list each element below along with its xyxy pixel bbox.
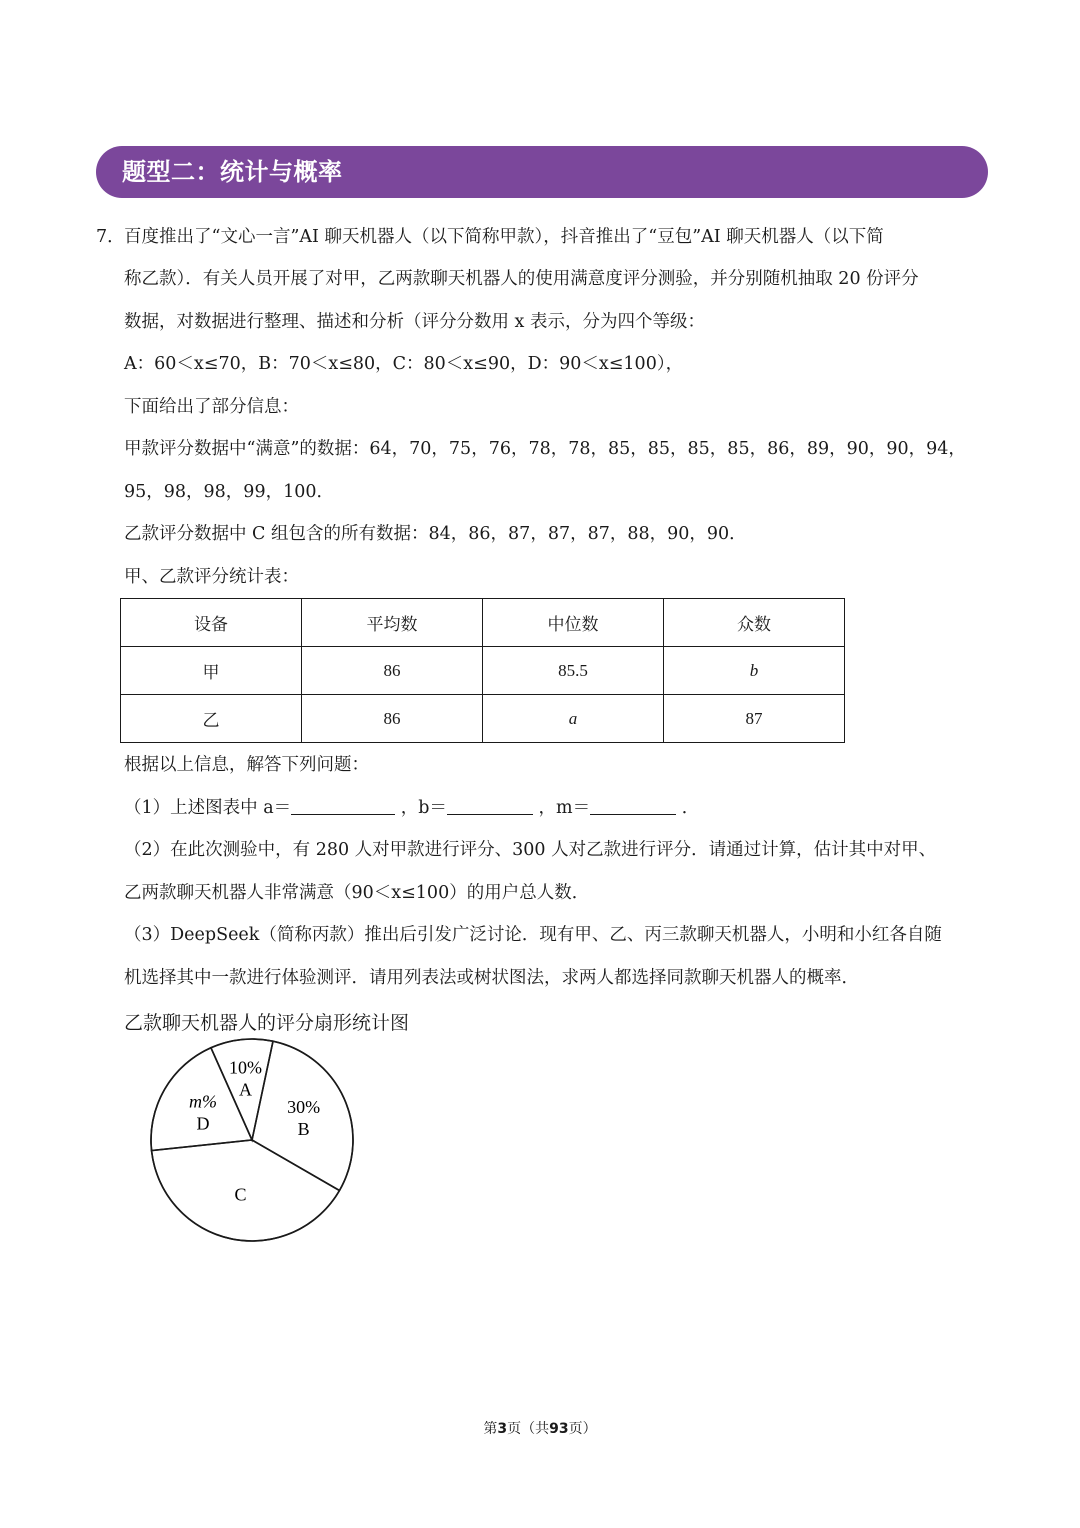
info-intro: 下面给出了部分信息：: [124, 397, 299, 417]
table-cell: b: [664, 647, 845, 695]
answer-blank-a[interactable]: [291, 798, 395, 815]
part-1-text-b: ，b＝: [400, 798, 447, 818]
table-caption: 甲、乙款评分统计表：: [124, 567, 299, 587]
section-title: 题型二：统计与概率: [122, 158, 343, 186]
question-line-2: 称乙款）．有关人员开展了对甲，乙两款聊天机器人的使用满意度评分测验，并分别随机抽取 20 份评分: [124, 269, 919, 289]
table-cell: 85.5: [483, 647, 664, 695]
part-3-line-2: 机选择其中一款进行体验测评．请用列表法或树状图法，求两人都选择同款聊天机器人的概率．: [124, 968, 859, 988]
yi-c-group-data: 乙款评分数据中 C 组包含的所有数据：84，86，87，87，87，88，90，90．: [124, 524, 747, 544]
footer-total-pages: 93: [549, 1421, 569, 1437]
table-cell: 86: [302, 647, 483, 695]
table-cell: 87: [664, 695, 845, 743]
part-1-text-d: ．: [681, 798, 700, 818]
table-header-row: [121, 599, 845, 647]
footer-suffix: 页）: [568, 1421, 597, 1437]
table-cell: a: [483, 695, 664, 743]
part-1-text-c: ，m＝: [538, 798, 591, 818]
table-cell: 甲: [121, 647, 302, 695]
table-cell: 86: [302, 695, 483, 743]
pie-chart-svg: [128, 1030, 368, 1250]
pie-chart: [128, 1030, 368, 1254]
table-header-cell: 设备: [121, 599, 302, 647]
question-number: 7．: [96, 227, 125, 247]
table-cell: 乙: [121, 695, 302, 743]
page-footer: [0, 1418, 1080, 1438]
pie-percent-label: 10%: [228, 1057, 262, 1078]
jia-data-line-2: 95，98，98，99，100．: [124, 482, 334, 502]
part-3-line-1: （3）DeepSeek（简称丙款）推出后引发广泛讨论．现有甲、乙、丙三款聊天机器人，小明和小红各自随: [124, 925, 942, 945]
pie-percent-label: m%: [189, 1091, 218, 1112]
answer-blank-m[interactable]: [590, 798, 676, 815]
footer-middle: 页（共: [507, 1421, 550, 1437]
pie-slice-label: B: [297, 1118, 310, 1139]
question-line-1: 百度推出了“文心一言”AI 聊天机器人（以下简称甲款），抖音推出了“豆包”AI 聊天机器人（以下简: [124, 227, 884, 247]
pie-slice-label: C: [234, 1184, 247, 1205]
parts-intro: 根据以上信息，解答下列问题：: [124, 755, 369, 775]
footer-page-number: 3: [497, 1421, 508, 1437]
table-header-cell: 平均数: [302, 599, 483, 647]
part-2-line-2: 乙两款聊天机器人非常满意（90＜x≤100）的用户总人数．: [124, 883, 590, 903]
table-row: [121, 647, 845, 695]
section-banner: [96, 146, 988, 198]
part-2-line-1: （2）在此次测验中，有 280 人对甲款进行评分、300 人对乙款进行评分．请通过计算，估计其中对甲、: [124, 840, 937, 860]
pie-slice-label: A: [238, 1079, 252, 1100]
table-row: [121, 695, 845, 743]
table-header-cell: 中位数: [483, 599, 664, 647]
part-1: [124, 797, 699, 819]
part-1-text-a: （1）上述图表中 a＝: [124, 798, 292, 818]
footer-prefix: 第: [483, 1421, 498, 1437]
pie-percent-label: 30%: [287, 1096, 321, 1117]
pie-chart-title: 乙款聊天机器人的评分扇形统计图: [124, 1012, 410, 1034]
stats-table: [120, 598, 845, 743]
table-header-cell: 众数: [664, 599, 845, 647]
answer-blank-b[interactable]: [447, 798, 533, 815]
grade-ranges: A：60＜x≤70，B：70＜x≤80，C：80＜x≤90，D：90＜x≤100），: [124, 354, 684, 374]
question-line-3: 数据，对数据进行整理、描述和分析（评分分数用 x 表示，分为四个等级：: [124, 312, 705, 332]
jia-data-line-1: 甲款评分数据中“满意”的数据：64，70，75，76，78，78，85，85，85，85，86，89，90，90，94，: [124, 439, 966, 459]
pie-slice-label: D: [196, 1113, 210, 1134]
